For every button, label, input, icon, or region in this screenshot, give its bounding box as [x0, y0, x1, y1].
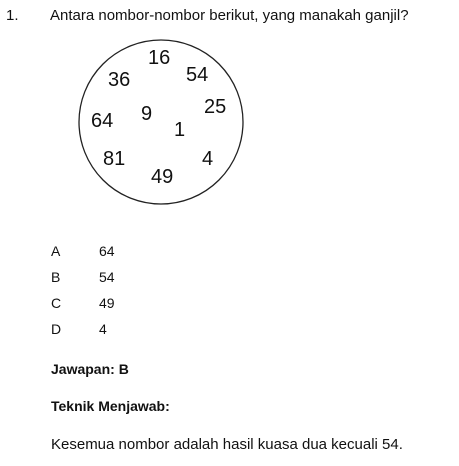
option-b-letter: B — [51, 269, 61, 285]
circle-number: 4 — [202, 148, 214, 170]
circle-number: 9 — [141, 103, 153, 125]
circle-number: 36 — [108, 69, 131, 91]
number-circle — [77, 38, 245, 206]
circle-number: 25 — [204, 96, 227, 118]
circle-number: 49 — [151, 166, 174, 188]
explanation-text: Kesemua nombor adalah hasil kuasa dua kecuali 54. — [51, 436, 403, 453]
option-d-letter: D — [51, 321, 62, 337]
question-number: 1. — [6, 7, 19, 24]
option-d-value: 4 — [99, 321, 107, 337]
option-c-letter: C — [51, 295, 62, 311]
circle-number: 16 — [148, 47, 171, 69]
circle-number: 54 — [186, 64, 209, 86]
technique-heading: Teknik Menjawab: — [51, 398, 170, 414]
circle-number: 81 — [103, 148, 126, 170]
answer-text: Jawapan: B — [51, 361, 129, 377]
option-c-value: 49 — [99, 295, 115, 311]
circle-number: 64 — [91, 110, 114, 132]
circle-number: 1 — [174, 119, 186, 141]
option-a-letter: A — [51, 243, 61, 259]
option-b-value: 54 — [99, 269, 115, 285]
question-text: Antara nombor-nombor berikut, yang manakah ganjil? — [50, 7, 409, 24]
option-a-value: 64 — [99, 243, 115, 259]
